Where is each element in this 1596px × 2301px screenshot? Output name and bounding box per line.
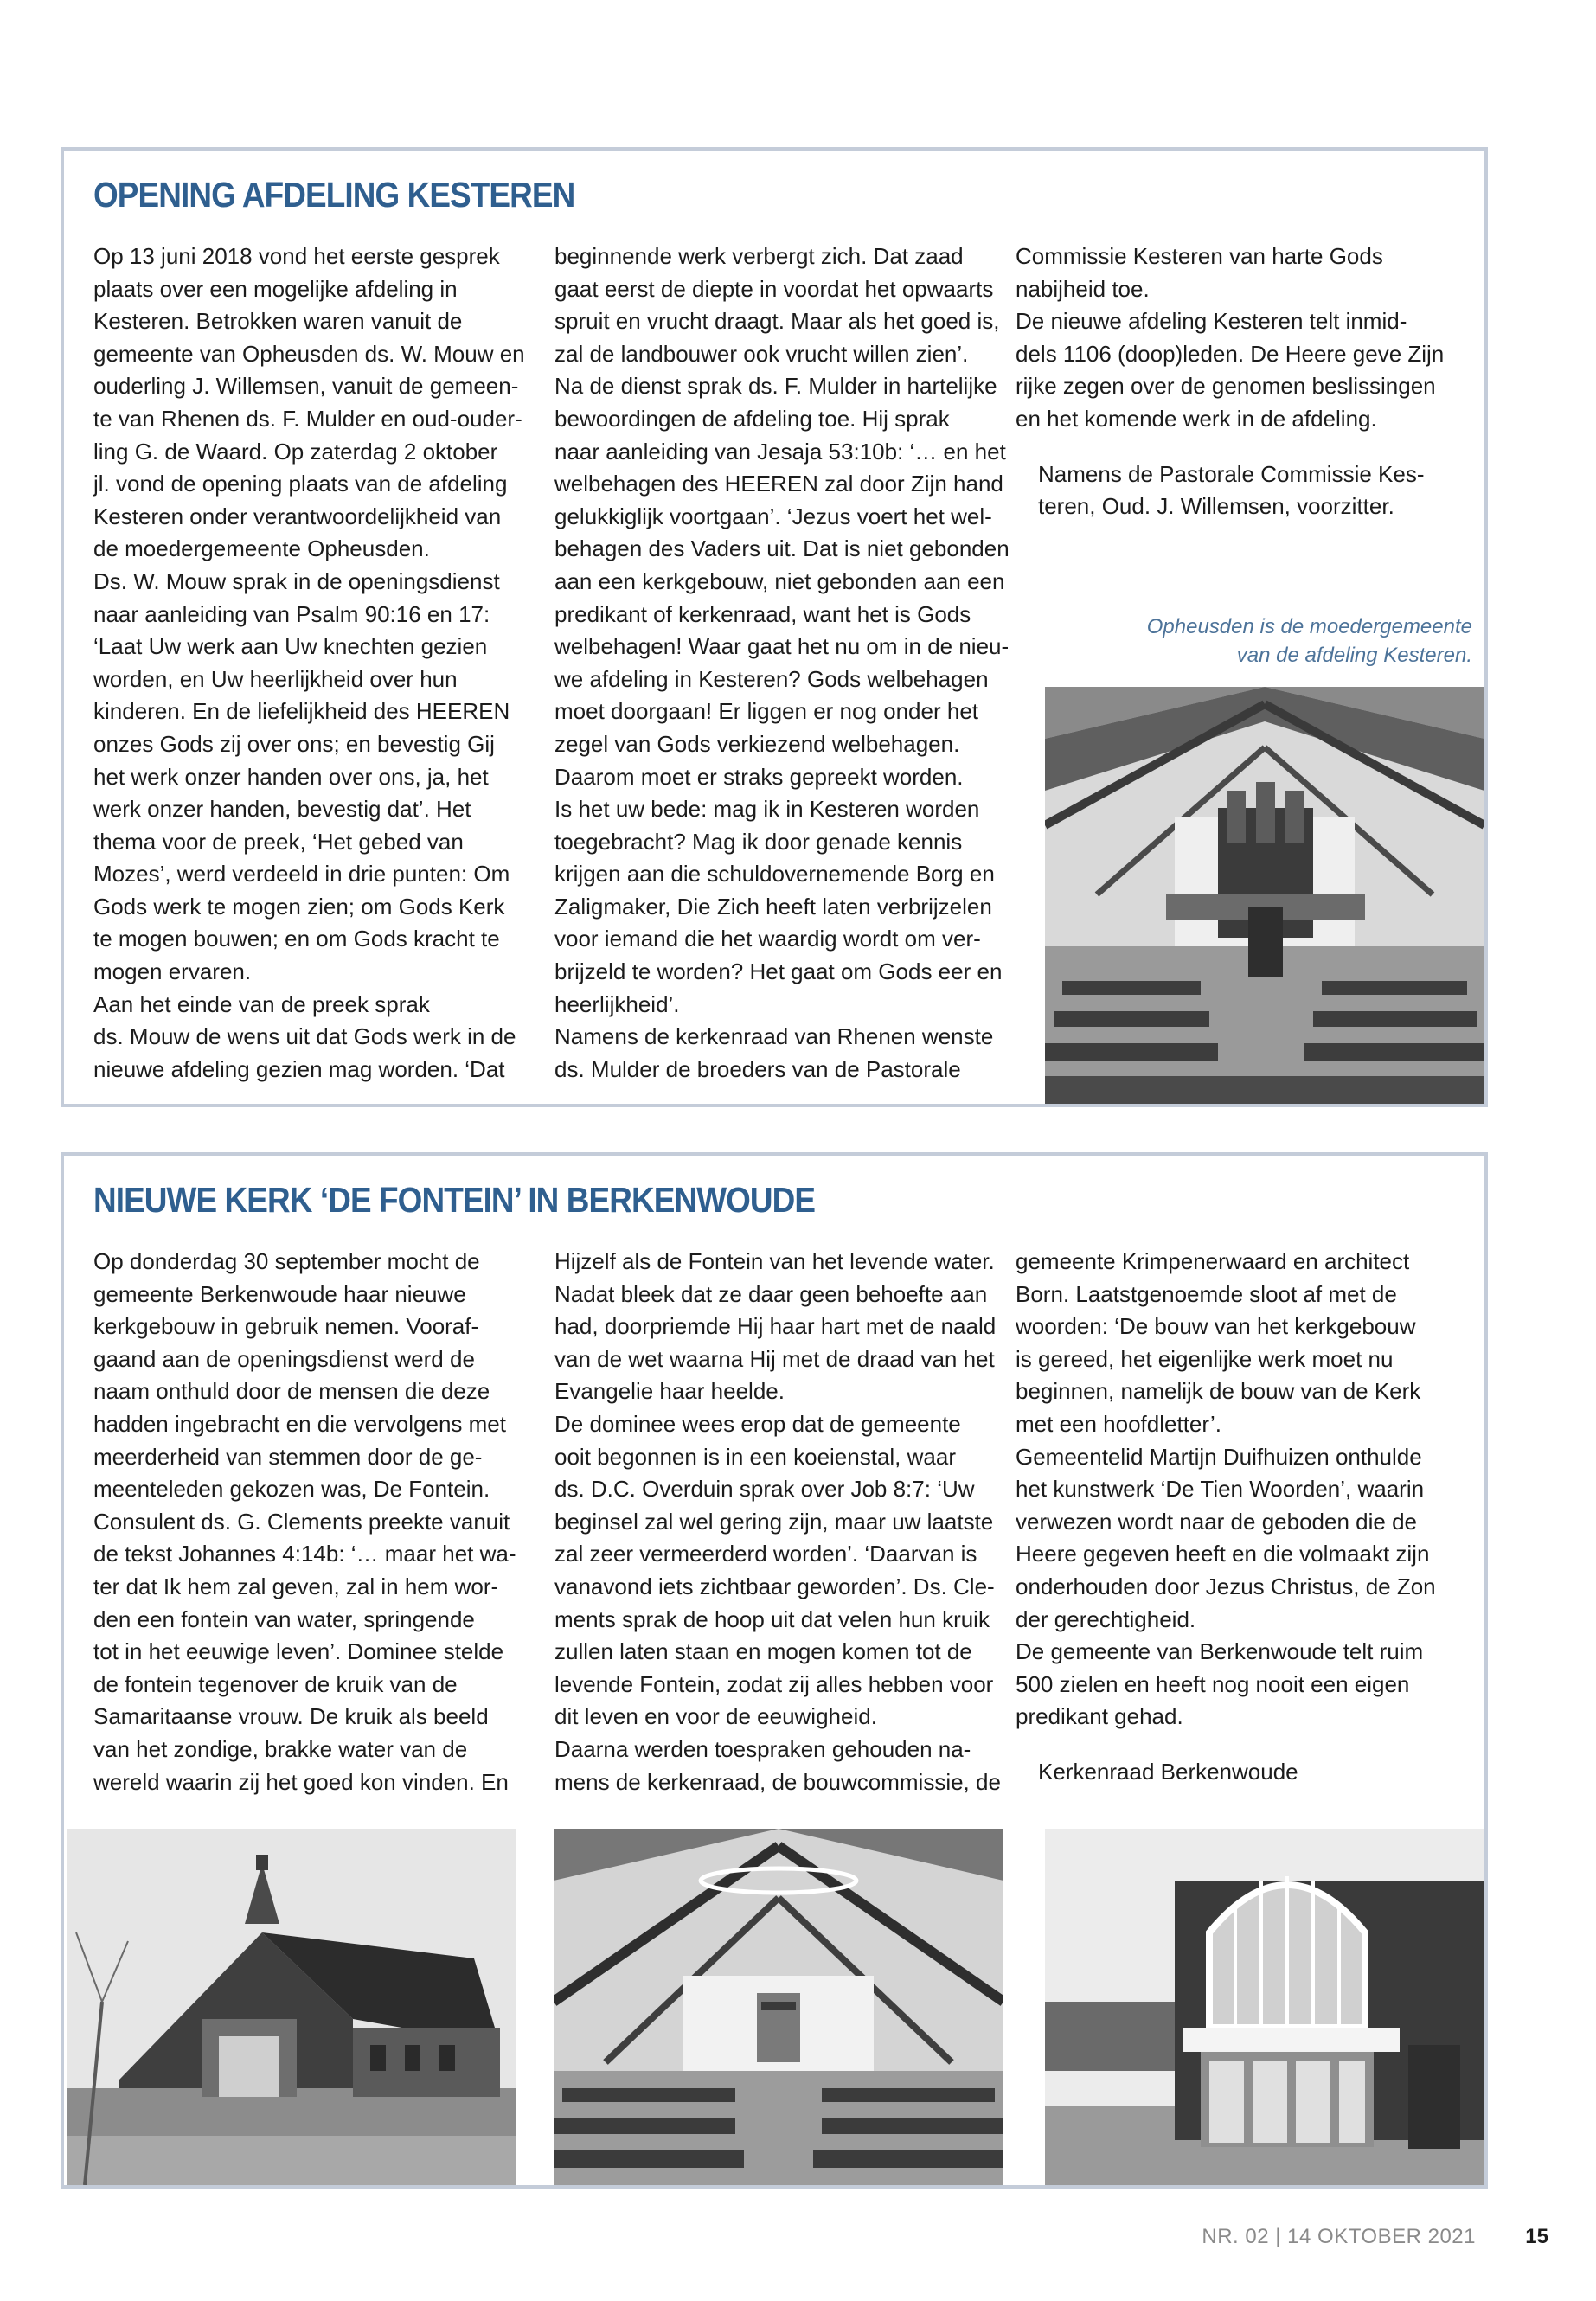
text-line: en het komende werk in de afdeling.: [1016, 405, 1377, 432]
signature-line: Namens de Pastorale Commissie Kes-: [1038, 460, 1425, 487]
article-berkenwoude: [61, 1152, 1488, 2189]
text-line: heerlijkheid’.: [554, 990, 680, 1017]
text-line: kinderen. En de liefelijkheid des HEEREN: [93, 698, 510, 725]
text-line: Heere gegeven heeft en die volmaakt zijn: [1016, 1541, 1430, 1567]
text-line: predikant gehad.: [1016, 1703, 1183, 1730]
text-line: Gemeentelid Martijn Duifhuizen onthulde: [1016, 1443, 1422, 1470]
text-line: naar aanleiding van Jesaja 53:10b: ‘… en het: [554, 438, 1006, 465]
text-line: Na de dienst sprak ds. F. Mulder in hartelijke: [554, 373, 997, 400]
text-line: krijgen aan die schuldovernemende Borg en: [554, 861, 995, 888]
text-line: werk onzer handen, bevestig dat’. Het: [93, 796, 471, 823]
text-line: Daarna werden toespraken gehouden na-: [554, 1735, 971, 1762]
text-line: Zaligmaker, Die Zich heeft laten verbrijzelen: [554, 893, 992, 920]
text-line: naar aanleiding van Psalm 90:16 en 17:: [93, 600, 490, 627]
text-line: met een hoofdletter’.: [1016, 1410, 1221, 1437]
text-line: het kunstwerk ‘De Tien Woorden’, waarin: [1016, 1476, 1425, 1503]
article-title: NIEUWE KERK ‘DE FONTEIN’ IN BERKENWOUDE: [93, 1180, 816, 1220]
text-line: zegel van Gods verkiezend welbehagen.: [554, 730, 960, 757]
caption-line: van de afdeling Kesteren.: [1236, 644, 1472, 667]
text-line: nieuwe afdeling gezien mag worden. ‘Dat: [93, 1055, 505, 1082]
text-line: Gods werk te mogen zien; om Gods Kerk: [93, 893, 505, 920]
text-line: dels 1106 (doop)leden. De Heere geve Zijn: [1016, 340, 1445, 367]
article-column-3: [1016, 240, 1445, 523]
text-line: Commissie Kesteren van harte Gods: [1016, 243, 1383, 269]
text-line: Mozes’, werd verdeeld in drie punten: Om: [93, 861, 510, 888]
text-line: Ds. W. Mouw sprak in de openingsdienst: [93, 567, 500, 594]
text-line: Samaritaanse vrouw. De kruik als beeld: [93, 1703, 489, 1730]
text-line: aan een kerkgebouw, niet gebonden aan een: [554, 567, 1005, 594]
issue-info: NR. 02 | 14 OKTOBER 2021: [1202, 2225, 1476, 2248]
text-line: is gereed, het eigenlijke werk moet nu: [1016, 1345, 1394, 1372]
article-column-1: [93, 1246, 516, 1798]
church-interior-photo: [554, 1829, 1003, 2185]
text-line: Kesteren. Betrokken waren vanuit de: [93, 308, 463, 335]
text-line: voor iemand die het waardig wordt om ver-: [554, 926, 981, 952]
text-line: van het zondige, brakke water van de: [93, 1735, 468, 1762]
text-line: te van Rhenen ds. F. Mulder en oud-ouder-: [93, 405, 522, 432]
text-line: meerderheid van stemmen door de ge-: [93, 1443, 483, 1470]
caption-line: Opheusden is de moedergemeente: [1146, 615, 1472, 638]
text-line: dit leven en voor de eeuwigheid.: [554, 1703, 877, 1730]
text-line: zal de landbouwer ook vrucht willen zien’.: [554, 340, 969, 367]
text-line: van de wet waarna Hij met de draad van het: [554, 1345, 995, 1372]
text-line: rijke zegen over de genomen beslissingen: [1016, 373, 1436, 400]
article-kesteren: [61, 147, 1488, 1107]
text-line: meenteleden gekozen was, De Fontein.: [93, 1476, 490, 1503]
text-line: zal zeer vermeerderd worden’. ‘Daarvan is: [554, 1541, 977, 1567]
text-line: had, doorpriemde Hij haar hart met de naald: [554, 1313, 997, 1340]
article-column-2: [554, 240, 1010, 1086]
text-line: gaand aan de openingsdienst werd de: [93, 1345, 475, 1372]
text-line: tot in het eeuwige leven’. Dominee stelde: [93, 1638, 504, 1665]
text-line: ds. D.C. Overduin sprak over Job 8:7: ‘Uw: [554, 1476, 975, 1503]
photo-caption: [1050, 612, 1472, 670]
text-line: mens de kerkenraad, de bouwcommissie, de: [554, 1768, 1001, 1795]
text-line: ling G. de Waard. Op zaterdag 2 oktober: [93, 438, 498, 465]
text-line: woorden: ‘De bouw van het kerkgebouw: [1016, 1313, 1416, 1340]
church-interior-photo: [1045, 687, 1484, 1104]
text-line: Op 13 juni 2018 vond het eerste gesprek: [93, 243, 500, 269]
text-line: moet doorgaan! Er liggen er nog onder het: [554, 698, 979, 725]
article-column-3: [1016, 1246, 1438, 1789]
text-line: De nieuwe afdeling Kesteren telt inmid-: [1016, 308, 1407, 335]
text-line: beginsel zal wel gering zijn, maar uw laatste: [554, 1508, 994, 1535]
text-line: ds. Mouw de wens uit dat Gods werk in de: [93, 1023, 516, 1050]
text-line: plaats over een mogelijke afdeling in: [93, 275, 458, 302]
text-line: de fontein tegenover de kruik van de: [93, 1670, 458, 1697]
text-line: Namens de kerkenraad van Rhenen wenste: [554, 1023, 994, 1050]
signature-line: teren, Oud. J. Willemsen, voorzitter.: [1038, 493, 1394, 520]
article-title: OPENING AFDELING KESTEREN: [93, 175, 575, 215]
text-line: beginnen, namelijk de bouw van de Kerk: [1016, 1378, 1421, 1405]
text-line: ooit begonnen is in een koeienstal, waar: [554, 1443, 956, 1470]
text-line: de tekst Johannes 4:14b: ‘… maar het wa-: [93, 1541, 516, 1567]
text-line: jl. vond de opening plaats van de afdeling: [93, 471, 508, 497]
text-line: verwezen wordt naar de geboden die de: [1016, 1508, 1417, 1535]
text-line: nabijheid toe.: [1016, 275, 1150, 302]
text-line: beginnende werk verbergt zich. Dat zaad: [554, 243, 964, 269]
text-line: gelukkiglijk voortgaan’. ‘Jezus voert het wel-: [554, 503, 992, 529]
church-exterior-photo: [67, 1829, 516, 2185]
page-number: 15: [1525, 2225, 1548, 2248]
text-line: Hijzelf als de Fontein van het levende water.: [554, 1248, 995, 1274]
text-line: 500 zielen en heeft nog nooit een eigen: [1016, 1670, 1410, 1697]
text-line: bewoordingen de afdeling toe. Hij sprak: [554, 405, 950, 432]
text-line: ‘Laat Uw werk aan Uw knechten gezien: [93, 633, 488, 660]
text-line: ouderling J. Willemsen, vanuit de gemeen-: [93, 373, 519, 400]
text-line: hadden ingebracht en die vervolgens met: [93, 1410, 506, 1437]
text-line: Born. Laatstgenoemde sloot af met de: [1016, 1280, 1397, 1307]
text-line: De dominee wees erop dat de gemeente: [554, 1410, 961, 1437]
text-line: gemeente Krimpenerwaard en architect: [1016, 1248, 1410, 1274]
text-line: brijzeld te worden? Het gaat om Gods eer en: [554, 958, 1003, 985]
text-line: Nadat bleek dat ze daar geen behoefte aan: [554, 1280, 988, 1307]
text-line: levende Fontein, zodat zij alles hebben voor: [554, 1670, 994, 1697]
text-line: vanavond iets zichtbaar geworden’. Ds. Cle-: [554, 1573, 995, 1599]
text-line: worden, en Uw heerlijkheid over hun: [93, 665, 458, 692]
text-line: der gerechtigheid.: [1016, 1606, 1196, 1632]
text-line: Is het uw bede: mag ik in Kesteren worden: [554, 796, 980, 823]
text-line: predikant of kerkenraad, want het is Gods: [554, 600, 971, 627]
text-line: mogen ervaren.: [93, 958, 252, 985]
article-column-2: [554, 1246, 1001, 1798]
text-line: toegebracht? Mag ik door genade kennis: [554, 828, 963, 855]
text-line: gemeente van Opheusden ds. W. Mouw en: [93, 340, 525, 367]
text-line: Op donderdag 30 september mocht de: [93, 1248, 480, 1274]
text-line: de moedergemeente Opheusden.: [93, 535, 430, 562]
text-line: den een fontein van water, springende: [93, 1606, 475, 1632]
text-line: behagen des Vaders uit. Dat is niet gebonden: [554, 535, 1010, 562]
text-line: welbehagen des HEEREN zal door Zijn hand: [554, 471, 1003, 497]
text-line: Kesteren onder verantwoordelijkheid van: [93, 503, 502, 529]
text-line: kerkgebouw in gebruik nemen. Vooraf-: [93, 1313, 479, 1340]
text-line: gemeente Berkenwoude haar nieuwe: [93, 1280, 466, 1307]
text-line: welbehagen! Waar gaat het nu om in de nieu-: [554, 633, 1010, 660]
text-line: Daarom moet er straks gepreekt worden.: [554, 763, 964, 790]
text-line: Consulent ds. G. Clements preekte vanuit: [93, 1508, 510, 1535]
text-line: spruit en vrucht draagt. Maar als het goed is,: [554, 308, 1000, 335]
text-line: zullen laten staan en mogen komen tot de: [554, 1638, 972, 1665]
text-line: ments sprak de hoop uit dat velen hun kruik: [554, 1606, 990, 1632]
text-line: het werk onzer handen over ons, ja, het: [93, 763, 489, 790]
signature-line: Kerkenraad Berkenwoude: [1038, 1758, 1298, 1785]
text-line: onderhouden door Jezus Christus, de Zon: [1016, 1573, 1436, 1599]
text-line: we afdeling in Kesteren? Gods welbehagen: [554, 665, 989, 692]
text-line: wereld waarin zij het goed kon vinden. En: [93, 1768, 509, 1795]
text-line: thema voor de preek, ‘Het gebed van: [93, 828, 464, 855]
text-line: gaat eerst de diepte in voordat het opwaarts: [554, 275, 994, 302]
text-line: onzes Gods zij over ons; en bevestig Gij: [93, 730, 495, 757]
church-entrance-photo: [1045, 1829, 1484, 2185]
text-line: ds. Mulder de broeders van de Pastorale: [554, 1055, 961, 1082]
article-column-1: [93, 240, 525, 1086]
text-line: ter dat Ik hem zal geven, zal in hem wor-: [93, 1573, 499, 1599]
text-line: te mogen bouwen; en om Gods kracht te: [93, 926, 500, 952]
text-line: naam onthuld door de mensen die deze: [93, 1378, 490, 1405]
text-line: Aan het einde van de preek sprak: [93, 990, 430, 1017]
text-line: De gemeente van Berkenwoude telt ruim: [1016, 1638, 1424, 1665]
text-line: Evangelie haar heelde.: [554, 1378, 785, 1405]
